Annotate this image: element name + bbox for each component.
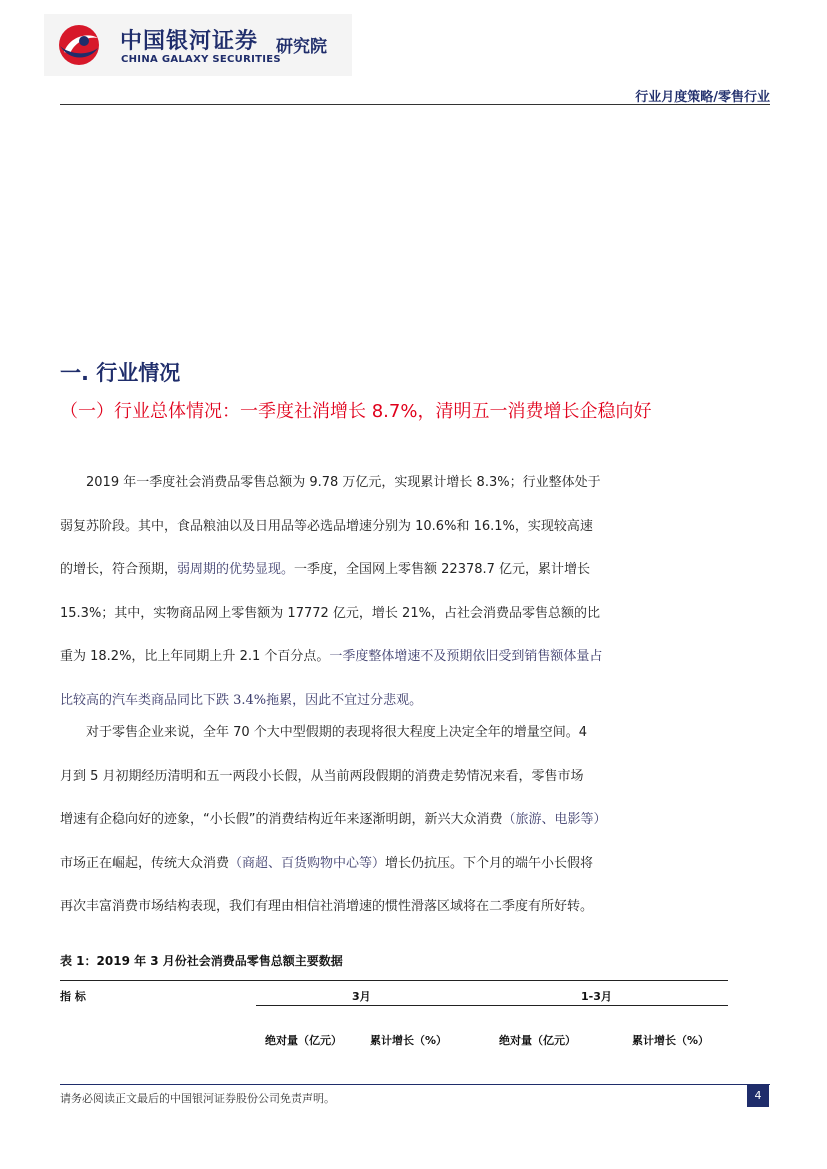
paragraph-line: 2019 年一季度社会消费品零售总额为 9.78 万亿元，实现累计增长 8.3%；行业整体处于: [86, 475, 601, 490]
page-number: 4: [747, 1085, 769, 1107]
text-run: 市场正在崛起，传统大众消费: [60, 855, 230, 871]
section-heading: 一. 行业情况: [60, 361, 181, 385]
paragraph-q1-overview: [60, 461, 624, 722]
table-caption: 表 1：2019 年 3 月份社会消费品零售总额主要数据: [60, 954, 343, 968]
table-top-rule: [60, 980, 728, 981]
paragraph-line: 弱复苏阶段。其中，食品粮油以及日用品等必选品增速分别为 10.6%和 16.1%，实现较高速: [60, 518, 593, 534]
text-run: （旅游、电影等）: [502, 812, 607, 827]
paragraph-line: [60, 798, 624, 842]
text-run: 一季度，全国网上零售额 22378.7 亿元，累计增长: [294, 562, 591, 577]
paragraph-line: [60, 635, 624, 679]
text-run: 一季度整体增速不及预期依旧受到销售额体量占: [329, 649, 603, 664]
table-subheader-absolute-march: 绝对量（亿元）: [265, 1034, 342, 1047]
table-header-indicator: 指 标: [60, 990, 86, 1003]
paragraph-line: 比较高的汽车类商品同比下跌 3.4%拖累，因此不宜过分悲观。: [60, 692, 423, 708]
logo-institute: 研究院: [276, 37, 327, 57]
table-subheader-growth-q1: 累计增长（%）: [632, 1034, 710, 1047]
table-group-rule: [256, 1005, 728, 1006]
logo-chinese-name: 中国银河证券: [120, 29, 259, 54]
text-run: （商超、百货购物中心等）: [229, 855, 386, 871]
footer-disclaimer: 请务必阅读正文最后的中国银河证券股份公司免责声明。: [60, 1092, 335, 1105]
paragraph-line: [60, 842, 624, 886]
table-header-q1: 1-3月: [581, 990, 612, 1003]
paragraph-line: [60, 548, 624, 592]
text-run: 重为 18.2%，比上年同期上升 2.1 个百分点。: [60, 649, 330, 664]
paragraph-line: 月到 5 月初期经历清明和五一两段小长假，从当前两段假期的消费走势情况来看，零售市场: [60, 768, 584, 784]
table-subheader-absolute-q1: 绝对量（亿元）: [499, 1034, 576, 1047]
paragraph-line: 再次丰富消费市场结构表现，我们有理由相信社消增速的惯性滑落区域将在二季度有所好转。: [60, 899, 594, 914]
header-divider: [60, 104, 770, 105]
paragraph-line: 15.3%；其中，实物商品网上零售额为 17772 亿元，增长 21%，占社会消费品零售总额的比: [60, 605, 600, 621]
company-logo: [44, 14, 352, 76]
text-run: 增长仍抗压。下个月的端午小长假将: [385, 855, 594, 871]
paragraph-holiday-consumption: [60, 711, 624, 929]
paragraph-line: 对于零售企业来说，全年 70 个大中型假期的表现将很大程度上决定全年的增量空间。4: [86, 725, 588, 740]
footer-divider: [60, 1084, 770, 1085]
text-run: 增速有企稳向好的迹象，“小长假”的消费结构近年来逐渐明朗，新兴大众消费: [60, 812, 503, 827]
report-type-label: 行业月度策略/零售行业: [635, 90, 770, 105]
text-run: 的增长，符合预期，: [60, 562, 178, 577]
table-header-march: 3月: [352, 990, 371, 1003]
text-run: 弱周期的优势显现。: [177, 562, 295, 577]
galaxy-logo-icon: [54, 22, 104, 68]
subsection-heading: （一）行业总体情况：一季度社消增长 8.7%，清明五一消费增长企稳向好: [60, 401, 652, 422]
table-subheader-growth-march: 累计增长（%）: [370, 1034, 448, 1047]
logo-english-name: CHINA GALAXY SECURITIES: [121, 54, 281, 65]
